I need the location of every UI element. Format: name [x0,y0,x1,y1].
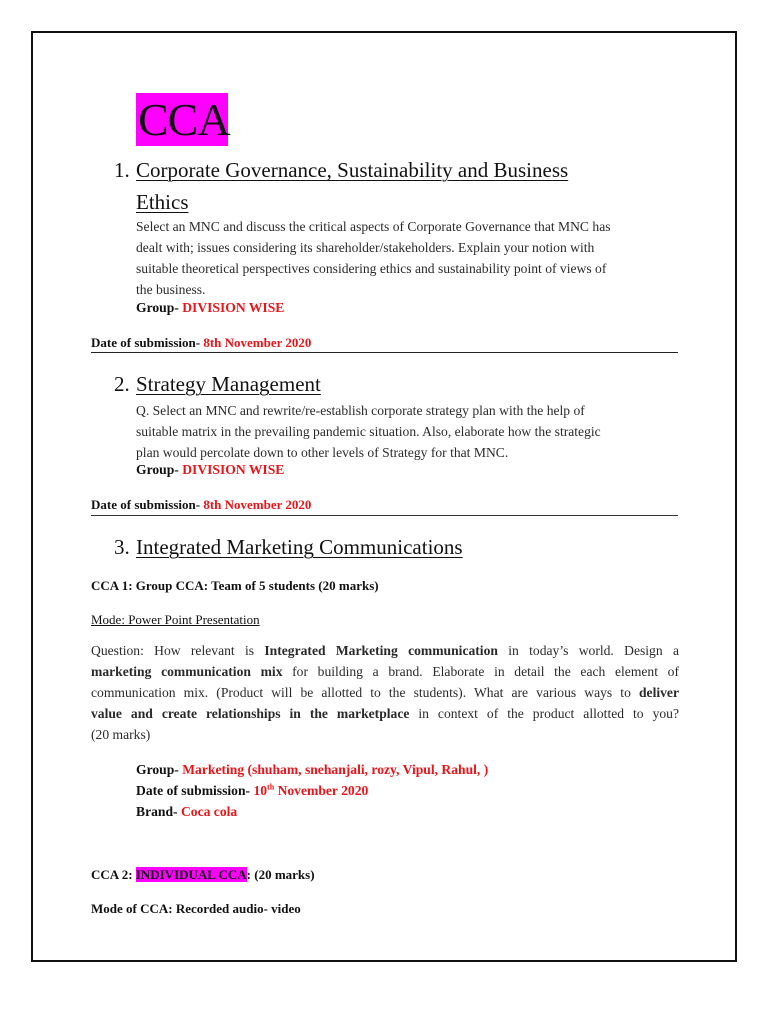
question-line-3 [91,682,679,703]
question-text: in today’s world. Design a [497,643,679,658]
description-line: the business. [136,282,206,297]
group-label: Group- [136,762,179,777]
divider-line [91,352,678,353]
question-line-4 [91,703,679,724]
question-line-5: (20 marks) [91,727,151,742]
date-value: 8th November 2020 [203,497,312,512]
cca1-line: CCA 1: Group CCA: Team of 5 students (20 marks) [91,578,379,593]
section-2-number: 2. [114,372,130,396]
date-day: 10 [253,783,268,798]
section-1-description [136,216,681,300]
date-rest: November 2020 [274,783,369,798]
section-3-brand [136,801,488,822]
section-1-date [91,334,311,352]
question-bold: deliver [638,685,679,700]
question-line-1 [91,640,679,661]
section-1-number: 1. [114,158,130,182]
group-label: Group- [136,300,179,315]
section-2-heading [114,368,674,400]
section-3-question [91,640,679,745]
brand-label: Brand- [136,804,178,819]
question-text: Question: How relevant is [91,643,265,658]
date-label: Date of submission- [91,335,201,350]
section-3-heading [114,531,674,563]
section-3-title: Integrated Marketing Communications [136,535,463,559]
question-line-2 [91,661,679,682]
section-3-date [136,780,488,801]
divider-line [91,515,678,516]
question-text: in context of the product allotted to you? [409,706,679,721]
description-line: Q. Select an MNC and rewrite/re-establish corporate strategy plan with the help of [136,403,585,418]
section-2-date [91,496,311,514]
date-label: Date of submission- [136,783,251,798]
section-2-description [136,400,681,463]
section-1-title-line1: Corporate Governance, Sustainability and Business [136,158,569,182]
cca2-highlight: INDIVIDUAL CCA [135,867,247,882]
section-3-details [136,759,488,822]
section-1-heading [114,154,674,218]
description-line: suitable matrix in the prevailing pandemic situation. Also, elaborate how the strategic [136,424,601,439]
question-text: communication mix. (Product will be allotted to the students). What are various ways to [91,685,639,700]
question-bold: Integrated Marketing communication [264,643,498,658]
group-value: DIVISION WISE [182,462,285,477]
question-bold: marketing communication mix [91,664,283,679]
cca2-line [91,866,315,884]
cca2-mode: Mode of CCA: Recorded audio- video [91,901,301,916]
date-value [253,783,368,798]
cca2-suffix: : (20 marks) [246,867,315,882]
question-bold: value and create relationships in the marketplace [91,706,410,721]
group-value: Marketing (shuham, snehanjali, rozy, Vipul, Rahul, ) [182,762,489,777]
description-line: dealt with; issues considering its shareholder/stakeholders. Explain your notion with [136,240,595,255]
brand-value: Coca cola [180,804,238,819]
section-1-group [136,299,284,317]
description-line: suitable theoretical perspectives considering ethics and sustainability point of views of [136,261,607,276]
date-label: Date of submission- [91,497,201,512]
section-3-number: 3. [114,535,130,559]
section-3-group [136,759,488,780]
mode-line: Mode: Power Point Presentation [91,612,260,627]
question-text: for building a brand. Elaborate in detail the each element of [282,664,679,679]
date-value: 8th November 2020 [203,335,312,350]
section-2-title: Strategy Management [136,372,321,396]
group-label: Group- [136,462,179,477]
document-title: CCA [138,94,230,145]
group-value: DIVISION WISE [182,300,285,315]
description-line: Select an MNC and discuss the critical aspects of Corporate Governance that MNC has [136,219,611,234]
date-suffix: th [267,782,275,792]
section-1-title-line2: Ethics [136,190,189,214]
cca2-prefix: CCA 2: [91,867,136,882]
description-line: plan would percolate down to other levels of Strategy for that MNC. [136,445,509,460]
section-2-group [136,461,284,479]
